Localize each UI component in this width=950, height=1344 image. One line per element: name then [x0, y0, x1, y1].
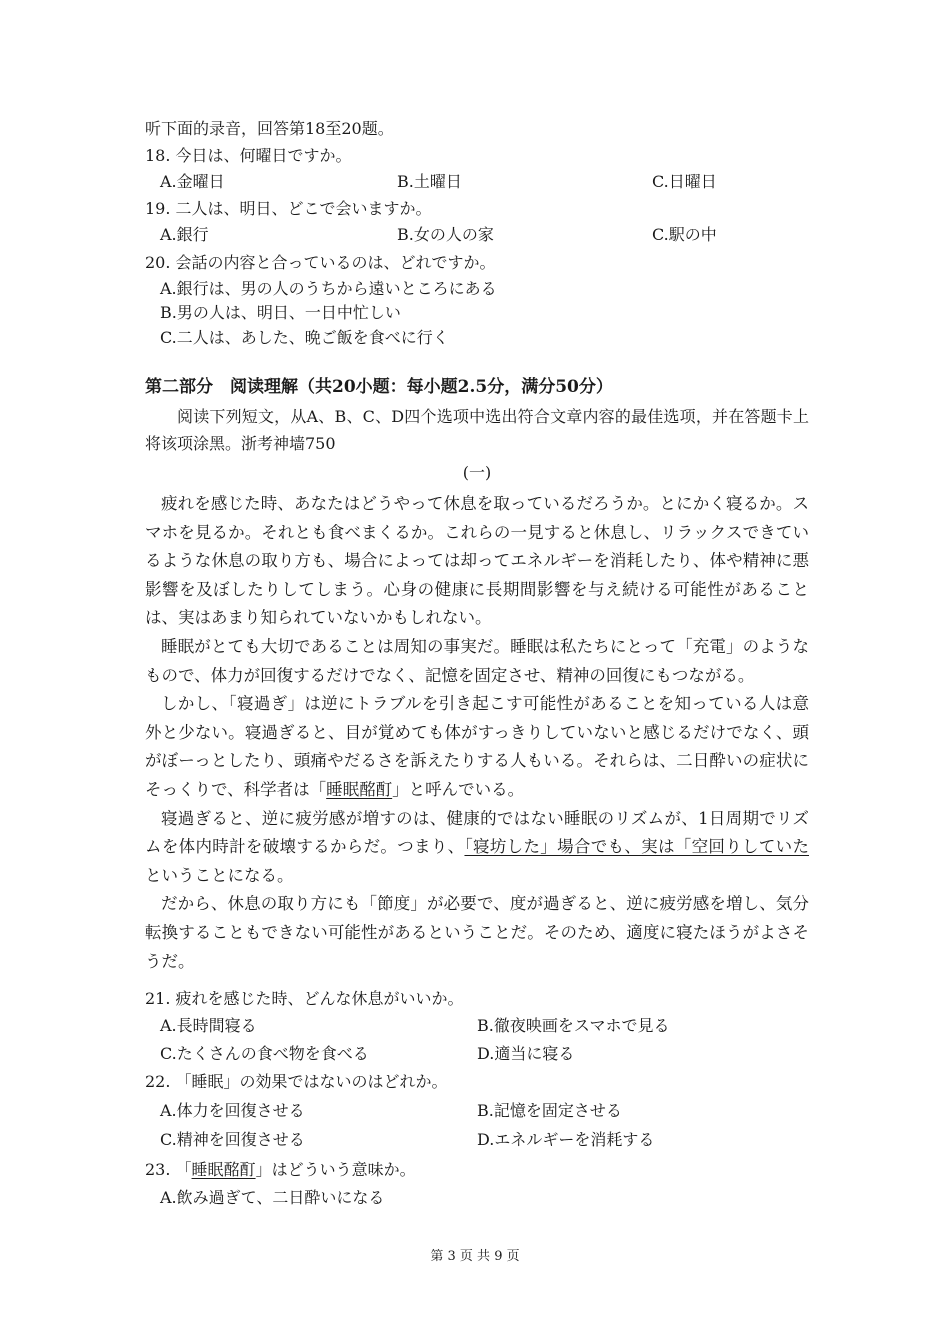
question-23-stem-post: 」はどういう意味か。 [255, 1160, 416, 1179]
question-18-option-a: A.金曜日 [160, 172, 225, 191]
question-22-option-b: B.記憶を固定させる [477, 1101, 622, 1120]
question-20-option-c: C.二人は、あした、晩ご飯を食べに行く [160, 328, 449, 347]
question-21-stem: 21. 疲れを感じた時、どんな休息がいいか。 [145, 989, 464, 1008]
question-22-option-c: C.精神を回復させる [160, 1130, 305, 1149]
paragraph-4-text-a: 寝過ぎると、逆に疲労感が増すのは、健康的ではない睡眠のリズムが、1日周期でリズムを体内時計を破壊するからだ。つまり、 [145, 808, 809, 857]
question-23-stem-pre: 23. 「 [145, 1160, 192, 1179]
question-21-option-d: D.適当に寝る [477, 1044, 575, 1063]
reading-section-title: 第二部分 阅读理解（共20小题：每小题2.5分，满分50分） [145, 377, 613, 397]
paragraph-3-text-a: しかし、「寝過ぎ」は逆にトラブルを引き起こす可能性があることを知っている人は意外と少ない。寝過ぎると、目が覚めても体がすっきりしていないと感じるだけでなく、頭がぼーっとしたり、頭痛やだるさを訴えたりする人もいる。それらは、二日酔いの症状にそっくりで、科学者は「 [145, 694, 809, 799]
page-footer: 第 3 页 共 9 页 [430, 1249, 520, 1264]
question-22-option-d: D.エネルギーを消耗する [477, 1130, 655, 1149]
passage-paragraph-3 [145, 690, 809, 804]
question-19-stem: 19. 二人は、明日、どこで会いますか。 [145, 199, 432, 218]
question-20-stem: 20. 会話の内容と合っているのは、どれですか。 [145, 253, 496, 272]
reading-instruction: 阅读下列短文，从A、B、C、D四个选项中选出符合文章内容的最佳选项，并在答题卡上将该项涂黑。浙考神墙750 [145, 407, 809, 453]
listening-intro: 听下面的录音，回答第18至20题。 [145, 119, 394, 138]
question-21-option-c: C.たくさんの食べ物を食べる [160, 1044, 369, 1063]
question-23-stem [145, 1159, 825, 1181]
underlined-term-sleep-drunkenness: 睡眠酩酊 [326, 779, 393, 799]
question-19-option-c: C.駅の中 [652, 225, 717, 244]
question-22-stem: 22. 「睡眠」の効果ではないのはどれか。 [145, 1072, 448, 1091]
passage-paragraph-2: 睡眠がとても大切であることは周知の事実だ。睡眠は私たちにとって「充電」のようなもので、体力が回復するだけでなく、記憶を固定させ、精神の回復にもつながる。 [145, 636, 809, 685]
passage-paragraph-1: 疲れを感じた時、あなたはどうやって休息を取っているだろうか。とにかく寝るか。スマホを見るか。それとも食べまくるか。これらの一見すると休息し、リラックスできているような休息の取り方も、場合によっては却ってエネルギーを消耗したり、体や精神に悪影響を及ぼしたりしてしまう。心身の健康に長期間影響を与え続ける可能性があることは、実はあまり知られていないかもしれない。 [145, 494, 810, 628]
reading-passage [145, 490, 809, 976]
question-19-option-a: A.銀行 [160, 225, 209, 244]
underlined-phrase-overslept: 「寝坊した」場合でも、実は「空回りしていた [464, 837, 810, 857]
question-20-option-b: B.男の人は、明日、一日中忙しい [160, 303, 401, 322]
question-23-underlined-term: 睡眠酩酊 [191, 1160, 256, 1179]
question-20-option-a: A.銀行は、男の人のうちから遠いところにある [160, 279, 497, 298]
paragraph-4-text-b: ということになる。 [145, 865, 294, 885]
passage-label: (一) [462, 463, 492, 482]
question-18-option-b: B.土曜日 [397, 172, 462, 191]
question-22-option-a: A.体力を回復させる [160, 1101, 305, 1120]
question-18-stem: 18. 今日は、何曜日ですか。 [145, 146, 352, 165]
paragraph-3-text-b: 」と呼んでいる。 [392, 779, 525, 799]
question-19-option-b: B.女の人の家 [397, 225, 494, 244]
passage-paragraph-5: だから、休息の取り方にも「節度」が必要で、度が過ぎると、逆に疲労感を増し、気分転換することもできない可能性があるということだ。そのため、適度に寝たほうがよさそうだ。 [145, 894, 809, 971]
question-21-option-b: B.徹夜映画をスマホで見る [477, 1016, 670, 1035]
question-21-option-a: A.長時間寝る [160, 1016, 257, 1035]
question-23-option-a: A.飲み過ぎて、二日酔いになる [160, 1188, 385, 1207]
question-18-option-c: C.日曜日 [652, 172, 717, 191]
passage-paragraph-4 [145, 805, 809, 891]
